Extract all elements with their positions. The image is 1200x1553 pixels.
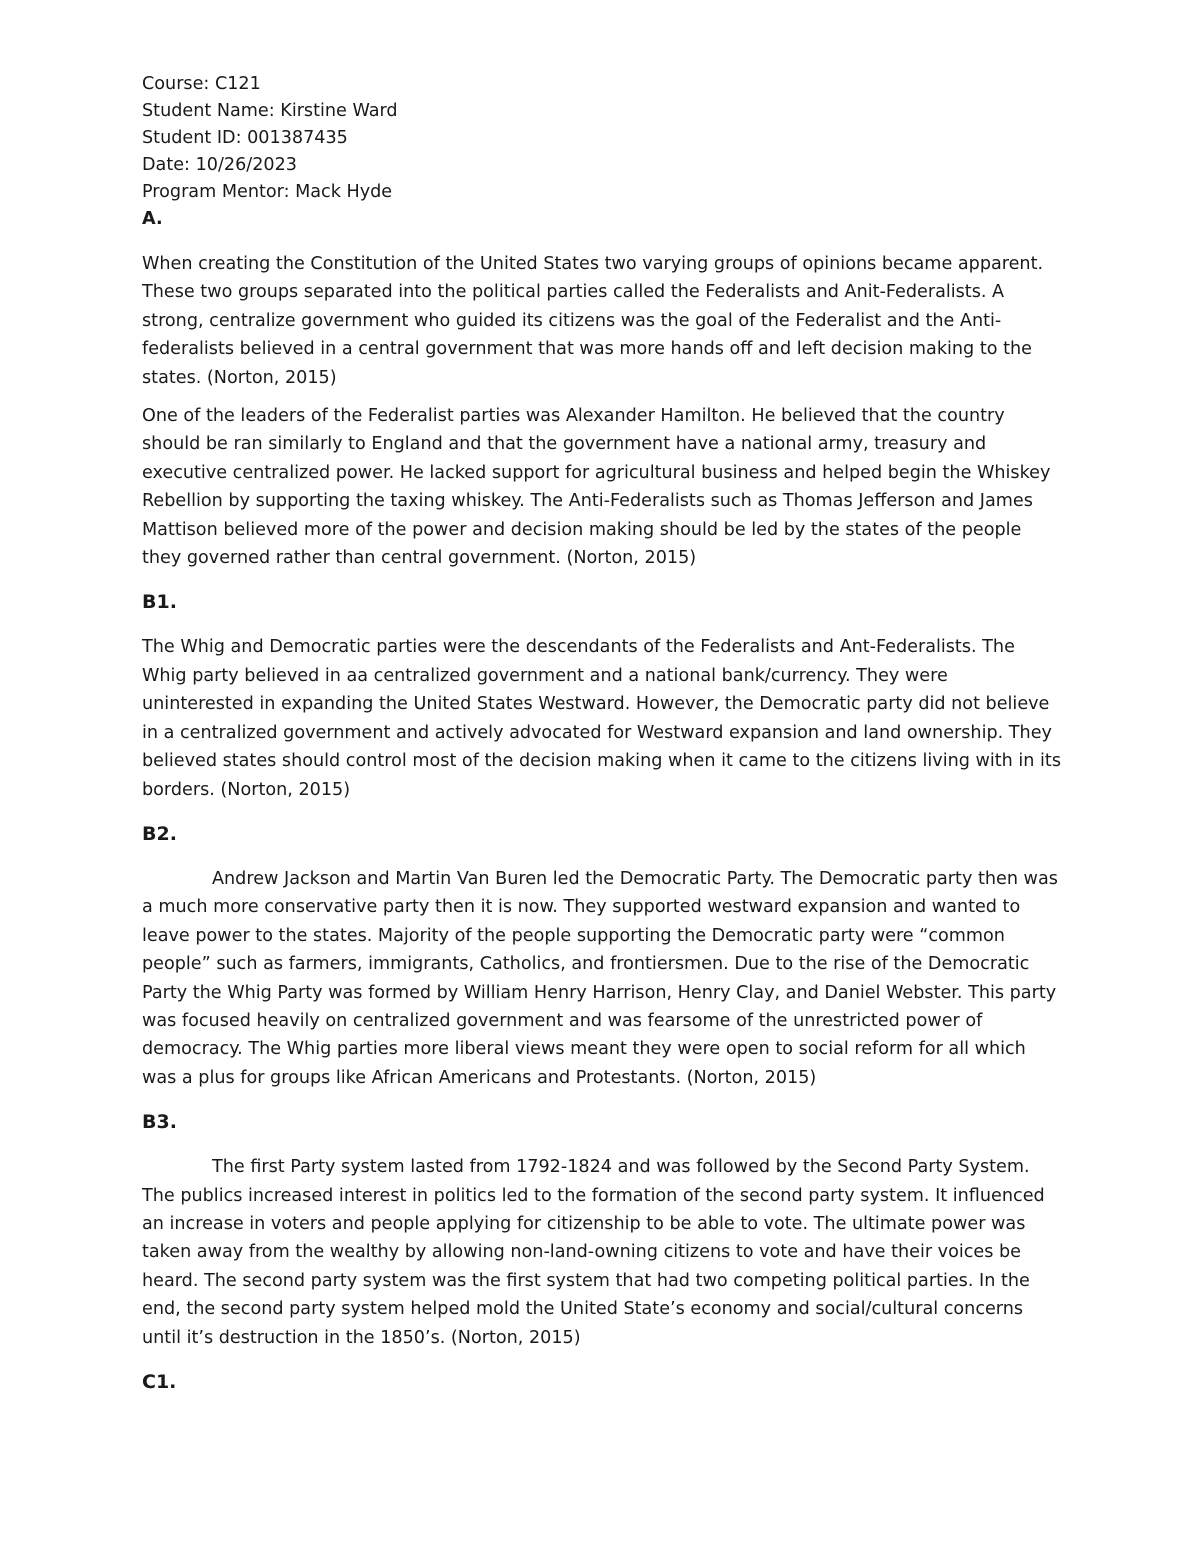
section-b3-paragraph-1: The first Party system lasted from 1792-1824 and was followed by the Second Party System. The publics increased interest in politics led to the formation of the second party system. It influenced an increase in voters and people applying for citizenship to be able to vote. The ultimate power was taken away from the wealthy by allowing non-land-owning citizens to vote and have their voices be heard. The second party system was the first system that had two competing political parties. In the end, the second party system helped mold the United State’s economy and social/cultural concerns until it’s destruction in the 1850’s. (Norton, 2015) <box>142 1157 1045 1348</box>
section-heading-b1: B1. <box>142 591 177 614</box>
section-heading-a: A. <box>142 209 163 229</box>
student-name-line: Student Name: Kirstine Ward <box>142 101 398 121</box>
section-heading-b2: B2. <box>142 822 177 845</box>
document-content <box>142 71 1062 1413</box>
section-b1-paragraph-1: The Whig and Democratic parties were the descendants of the Federalists and Ant-Federalists. The Whig party believed in aa centralized government and a national bank/currency. They were uninterested in expanding the United States Westward. However, the Democratic party did not believe in a centralized government and actively advocated for Westward expansion and land ownership. They believed states should control most of the decision making when it came to the citizens living with in its borders. (Norton, 2015) <box>142 637 1061 800</box>
section-b2-paragraph-1: Andrew Jackson and Martin Van Buren led the Democratic Party. The Democratic party then was a much more conservative party then it is now. They supported westward expansion and wanted to leave power to the states. Majority of the people supporting the Democratic party were “common people” such as farmers, immigrants, Catholics, and frontiersmen. Due to the rise of the Democratic Party the Whig Party was formed by William Henry Harrison, Henry Clay, and Daniel Webster. This party was focused heavily on centralized government and was fearsome of the unrestricted power of democracy. The Whig parties more liberal views meant they were open to social reform for all which was a plus for groups like African Americans and Protestants. (Norton, 2015) <box>142 868 1058 1088</box>
section-heading-c1: C1. <box>142 1371 177 1393</box>
section-a-paragraph-2: One of the leaders of the Federalist parties was Alexander Hamilton. He believed that the country should be ran similarly to England and that the government have a national army, treasury and executive centralized power. He lacked support for agricultural business and helped begin the Whiskey Rebellion by supporting the taxing whiskey. The Anti-Federalists such as Thomas Jefferson and James Mattison believed more of the power and decision making should be led by the states of the people they governed rather than central government. (Norton, 2015) <box>142 406 1051 569</box>
date-line: Date: 10/26/2023 <box>142 155 297 175</box>
student-id-line: Student ID: 001387435 <box>142 128 348 148</box>
course-line: Course: C121 <box>142 74 261 94</box>
section-a-paragraph-1: When creating the Constitution of the United States two varying groups of opinions became apparent. These two groups separated into the political parties called the Federalists and Anit-Federalists. A strong, centralize government who guided its citizens was the goal of the Federalist and the Anti-federalists believed in a central government that was more hands off and left decision making to the states. (Norton, 2015) <box>142 254 1044 388</box>
program-mentor-line: Program Mentor: Mack Hyde <box>142 182 393 202</box>
section-heading-b3: B3. <box>142 1111 177 1134</box>
